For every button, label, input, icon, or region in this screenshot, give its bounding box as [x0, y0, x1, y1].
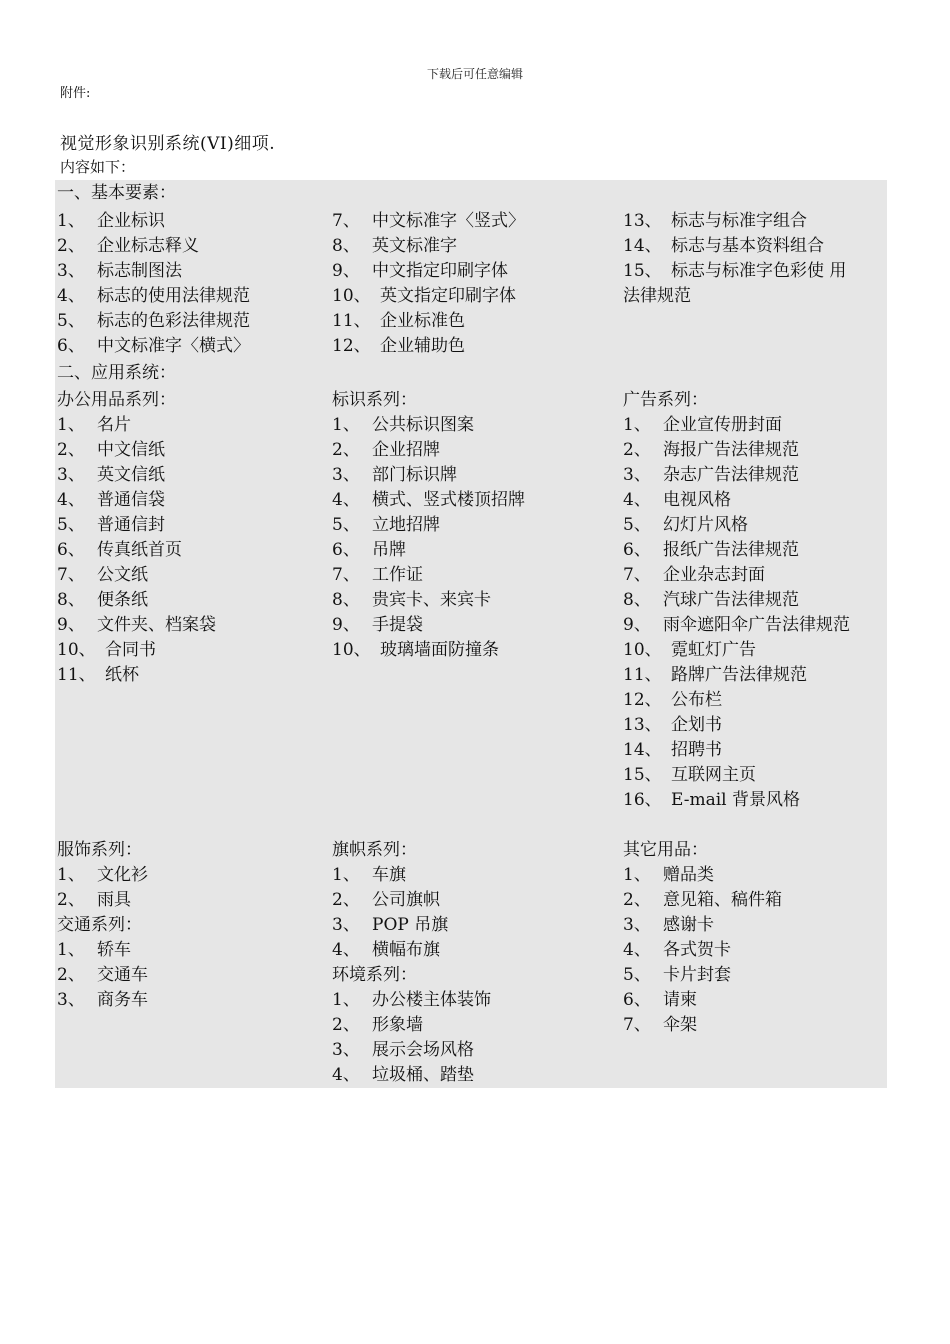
item-text: 垃圾桶、踏垫	[372, 1065, 474, 1085]
list-item	[332, 1013, 491, 1038]
item-text: 赠品类	[663, 865, 714, 885]
document-title: 视觉形象识别系统(VI)细项.	[60, 134, 276, 154]
item-text: 交通车	[97, 965, 148, 985]
list-item	[57, 463, 216, 488]
item-number: 15、	[623, 261, 662, 281]
item-text: 伞架	[663, 1015, 697, 1035]
item-number: 9、	[332, 261, 360, 281]
list-item	[623, 938, 782, 963]
item-text: 便条纸	[97, 590, 148, 610]
item-number: 9、	[623, 615, 651, 635]
item-text: E-mail 背景风格	[671, 790, 801, 810]
item-text: 文件夹、档案袋	[97, 615, 216, 635]
apparel-transport-block	[57, 838, 148, 1013]
flags-list	[332, 863, 491, 963]
item-text: 形象墙	[372, 1015, 423, 1035]
item-text: 公司旗帜	[372, 890, 440, 910]
office-supplies-title: 办公用品系列：	[57, 390, 176, 410]
item-number: 1、	[57, 940, 85, 960]
list-item	[332, 538, 525, 563]
item-number: 7、	[57, 565, 85, 585]
list-item	[57, 988, 148, 1013]
item-number: 15、	[623, 765, 662, 785]
item-number: 9、	[332, 615, 360, 635]
list-item	[57, 284, 250, 309]
item-number: 10、	[332, 286, 371, 306]
item-number: 3、	[57, 465, 85, 485]
item-text: 报纸广告法律规范	[663, 540, 799, 560]
item-number: 8、	[332, 590, 360, 610]
item-text: 感谢卡	[663, 915, 714, 935]
flags-title: 旗帜系列：	[332, 840, 417, 860]
list-item	[623, 713, 850, 738]
list-item	[332, 284, 525, 309]
list-item	[332, 613, 525, 638]
list-item	[57, 638, 216, 663]
item-number: 1、	[623, 865, 651, 885]
item-number: 4、	[623, 490, 651, 510]
list-item	[332, 513, 525, 538]
list-item	[623, 963, 782, 988]
item-text: 招聘书	[671, 740, 722, 760]
item-text: 杂志广告法律规范	[663, 465, 799, 485]
item-text: 标志的色彩法律规范	[97, 311, 250, 331]
basic-col-3	[623, 209, 846, 309]
list-item	[623, 688, 850, 713]
others-block	[623, 838, 782, 1038]
item-text: 英文指定印刷字体	[380, 286, 516, 306]
item-number: 2、	[623, 440, 651, 460]
item-text: 轿车	[97, 940, 131, 960]
item-number: 3、	[57, 261, 85, 281]
item-number: 3、	[623, 915, 651, 935]
item-number: 2、	[623, 890, 651, 910]
signage-list	[332, 413, 525, 663]
item-text: 吊牌	[372, 540, 406, 560]
item-number: 1、	[57, 415, 85, 435]
item-text: 企业宣传册封面	[663, 415, 782, 435]
item-text: 海报广告法律规范	[663, 440, 799, 460]
item-text: 商务车	[97, 990, 148, 1010]
item-text: 请柬	[663, 990, 697, 1010]
list-item	[57, 209, 250, 234]
item-number: 1、	[332, 415, 360, 435]
transport-list	[57, 938, 148, 1013]
item-text: 传真纸首页	[97, 540, 182, 560]
item-number: 1、	[623, 415, 651, 435]
item-number: 4、	[623, 940, 651, 960]
item-text: 企业杂志封面	[663, 565, 765, 585]
list-item	[332, 988, 491, 1013]
item-number: 5、	[332, 515, 360, 535]
list-item	[57, 538, 216, 563]
list-item	[332, 888, 491, 913]
item-text: 普通信袋	[97, 490, 165, 510]
list-item	[623, 284, 846, 309]
item-text: 立地招牌	[372, 515, 440, 535]
list-item	[623, 988, 782, 1013]
item-number: 11、	[57, 665, 96, 685]
item-number: 3、	[332, 465, 360, 485]
intro-text: 内容如下：	[60, 158, 136, 176]
item-text: 中文标准字〈横式〉	[97, 336, 250, 356]
list-item	[623, 563, 850, 588]
item-text: 企业辅助色	[380, 336, 465, 356]
item-text: 意见箱、稿件箱	[663, 890, 782, 910]
ads-title: 广告系列：	[623, 390, 708, 410]
list-item	[623, 259, 846, 284]
item-number: 8、	[57, 590, 85, 610]
item-text: 文化衫	[97, 865, 148, 885]
item-number: 6、	[57, 540, 85, 560]
list-item	[57, 334, 250, 359]
list-item	[623, 538, 850, 563]
list-item	[623, 888, 782, 913]
item-number: 4、	[332, 1065, 360, 1085]
section-heading-basic: 一、基本要素：	[57, 183, 176, 203]
list-item	[332, 259, 525, 284]
list-item	[623, 438, 850, 463]
office-supplies-block	[57, 388, 216, 688]
item-number: 2、	[332, 890, 360, 910]
list-item	[57, 438, 216, 463]
item-text: 各式贺卡	[663, 940, 731, 960]
item-text: 汽球广告法律规范	[663, 590, 799, 610]
item-number: 11、	[332, 311, 371, 331]
item-number: 6、	[623, 540, 651, 560]
item-text: 英文信纸	[97, 465, 165, 485]
signage-block	[332, 388, 525, 663]
list-item	[623, 738, 850, 763]
list-item	[57, 613, 216, 638]
item-text: 纸杯	[105, 665, 139, 685]
list-item	[332, 1063, 491, 1088]
list-item	[332, 413, 525, 438]
item-text: 合同书	[105, 640, 156, 660]
list-item	[57, 259, 250, 284]
item-number: 3、	[332, 1040, 360, 1060]
item-number: 1、	[332, 865, 360, 885]
list-item	[332, 938, 491, 963]
item-number: 2、	[332, 440, 360, 460]
item-number: 2、	[332, 1015, 360, 1035]
item-number: 6、	[57, 336, 85, 356]
item-number: 4、	[332, 940, 360, 960]
list-item	[623, 234, 846, 259]
item-text: 企业标志释义	[97, 236, 199, 256]
item-number: 14、	[623, 740, 662, 760]
list-item	[623, 613, 850, 638]
others-list	[623, 863, 782, 1038]
basic-col-1	[57, 209, 250, 359]
item-text: 标志与标准字色彩使 用	[671, 261, 847, 281]
item-text: 标志的使用法律规范	[97, 286, 250, 306]
transport-title: 交通系列：	[57, 915, 142, 935]
item-text: 法律规范	[623, 286, 691, 306]
list-item	[623, 763, 850, 788]
item-number: 14、	[623, 236, 662, 256]
item-number: 5、	[623, 515, 651, 535]
item-number: 13、	[623, 715, 662, 735]
item-text: 横幅布旗	[372, 940, 440, 960]
item-number: 3、	[332, 915, 360, 935]
item-text: 中文标准字〈竖式〉	[372, 211, 525, 231]
item-number: 1、	[332, 990, 360, 1010]
list-item	[332, 913, 491, 938]
list-item	[623, 588, 850, 613]
item-number: 7、	[332, 565, 360, 585]
item-number: 12、	[332, 336, 371, 356]
item-number: 10、	[623, 640, 662, 660]
item-number: 2、	[57, 965, 85, 985]
list-item	[623, 413, 850, 438]
signage-title: 标识系列：	[332, 390, 417, 410]
item-number: 1、	[57, 865, 85, 885]
item-text: 霓虹灯广告	[671, 640, 756, 660]
item-number: 5、	[623, 965, 651, 985]
item-number: 16、	[623, 790, 662, 810]
item-number: 4、	[57, 490, 85, 510]
item-text: 互联网主页	[671, 765, 756, 785]
list-item	[332, 463, 525, 488]
list-item	[332, 488, 525, 513]
item-number: 3、	[57, 990, 85, 1010]
ads-block	[623, 388, 850, 813]
item-text: 卡片封套	[663, 965, 731, 985]
item-number: 12、	[623, 690, 662, 710]
item-number: 6、	[623, 990, 651, 1010]
list-item	[623, 913, 782, 938]
list-item	[332, 209, 525, 234]
item-number: 1、	[57, 211, 85, 231]
list-item	[623, 863, 782, 888]
flags-environment-block	[332, 838, 491, 1088]
item-text: 公文纸	[97, 565, 148, 585]
item-number: 8、	[623, 590, 651, 610]
list-item	[57, 863, 148, 888]
item-text: 公共标识图案	[372, 415, 474, 435]
item-text: 幻灯片风格	[663, 515, 748, 535]
item-text: 路牌广告法律规范	[671, 665, 807, 685]
list-item	[623, 638, 850, 663]
list-item	[332, 1038, 491, 1063]
item-text: 企业标准色	[380, 311, 465, 331]
item-number: 9、	[57, 615, 85, 635]
list-item	[57, 563, 216, 588]
item-number: 4、	[332, 490, 360, 510]
list-item	[623, 663, 850, 688]
item-text: 普通信封	[97, 515, 165, 535]
others-title: 其它用品：	[623, 840, 708, 860]
item-text: 企业招牌	[372, 440, 440, 460]
list-item	[57, 963, 148, 988]
item-text: 展示会场风格	[372, 1040, 474, 1060]
attachment-label: 附件:	[60, 86, 91, 101]
item-text: POP 吊旗	[372, 915, 449, 935]
list-item	[332, 438, 525, 463]
item-text: 工作证	[372, 565, 423, 585]
list-item	[623, 209, 846, 234]
list-item	[623, 488, 850, 513]
list-item	[57, 234, 250, 259]
item-number: 13、	[623, 211, 662, 231]
item-number: 10、	[57, 640, 96, 660]
item-text: 企划书	[671, 715, 722, 735]
environment-title: 环境系列：	[332, 965, 417, 985]
item-text: 横式、竖式楼顶招牌	[372, 490, 525, 510]
item-number: 6、	[332, 540, 360, 560]
item-number: 2、	[57, 236, 85, 256]
item-text: 名片	[97, 415, 131, 435]
item-number: 3、	[623, 465, 651, 485]
environment-list	[332, 988, 491, 1088]
list-item	[57, 513, 216, 538]
item-number: 7、	[332, 211, 360, 231]
page-top-note: 下载后可任意编辑	[426, 67, 523, 81]
list-item	[57, 309, 250, 334]
item-text: 英文标准字	[372, 236, 457, 256]
item-number: 7、	[623, 565, 651, 585]
list-item	[57, 663, 216, 688]
list-item	[332, 334, 525, 359]
item-text: 手提袋	[372, 615, 423, 635]
item-number: 11、	[623, 665, 662, 685]
vi-items-table	[55, 180, 887, 1088]
list-item	[57, 888, 148, 913]
list-item	[332, 563, 525, 588]
list-item	[623, 788, 850, 813]
list-item	[57, 588, 216, 613]
item-number: 2、	[57, 440, 85, 460]
section-heading-apps: 二、应用系统：	[57, 363, 176, 383]
item-number: 7、	[623, 1015, 651, 1035]
item-text: 雨具	[97, 890, 131, 910]
item-text: 企业标识	[97, 211, 165, 231]
item-text: 标志与标准字组合	[671, 211, 807, 231]
item-number: 8、	[332, 236, 360, 256]
item-text: 贵宾卡、来宾卡	[372, 590, 491, 610]
item-number: 2、	[57, 890, 85, 910]
item-text: 办公楼主体装饰	[372, 990, 491, 1010]
item-text: 公布栏	[671, 690, 722, 710]
list-item	[332, 588, 525, 613]
item-number: 4、	[57, 286, 85, 306]
item-number: 5、	[57, 515, 85, 535]
list-item	[332, 863, 491, 888]
list-item	[623, 1013, 782, 1038]
basic-col-2	[332, 209, 525, 359]
item-text: 雨伞遮阳伞广告法律规范	[663, 615, 850, 635]
item-text: 玻璃墙面防撞条	[380, 640, 499, 660]
item-number: 5、	[57, 311, 85, 331]
list-item	[57, 938, 148, 963]
list-item	[332, 309, 525, 334]
ads-list	[623, 413, 850, 813]
list-item	[623, 513, 850, 538]
item-text: 部门标识牌	[372, 465, 457, 485]
item-text: 电视风格	[663, 490, 731, 510]
item-text: 标志与基本资料组合	[671, 236, 824, 256]
list-item	[623, 463, 850, 488]
list-item	[57, 488, 216, 513]
item-text: 中文信纸	[97, 440, 165, 460]
item-text: 标志制图法	[97, 261, 182, 281]
list-item	[57, 413, 216, 438]
item-text: 中文指定印刷字体	[372, 261, 508, 281]
item-text: 车旗	[372, 865, 406, 885]
office-supplies-list	[57, 413, 216, 688]
list-item	[332, 638, 525, 663]
item-number: 10、	[332, 640, 371, 660]
apparel-list	[57, 863, 148, 913]
apparel-title: 服饰系列：	[57, 840, 142, 860]
list-item	[332, 234, 525, 259]
